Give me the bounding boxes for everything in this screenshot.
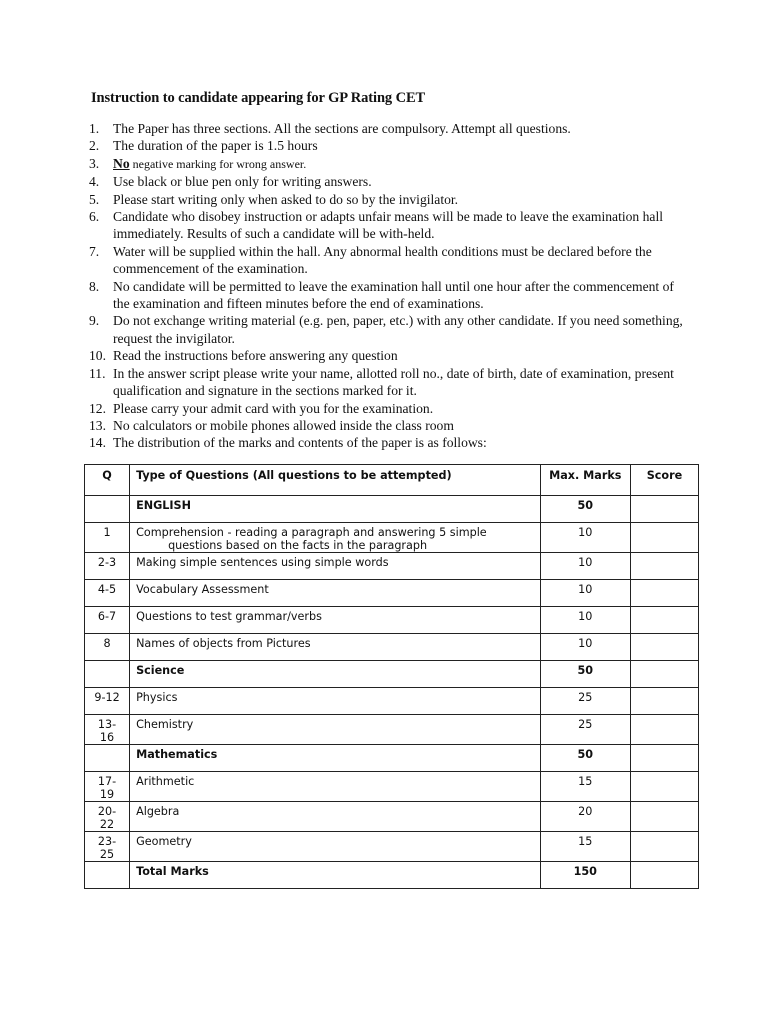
score-cell (630, 523, 698, 553)
instruction-item: 4. Use black or blue pen only for writing answers. (89, 174, 372, 190)
table-row: 13-16 Chemistry 25 (85, 715, 699, 745)
score-cell (630, 745, 698, 772)
table-row: 4-5 Vocabulary Assessment 10 (85, 580, 699, 607)
section-heading: ENGLISH (130, 496, 541, 523)
header-type: Type of Questions (All questions to be attempted) (130, 465, 541, 496)
table-row: 17-19 Arithmetic 15 (85, 772, 699, 802)
table-row: Mathematics 50 (85, 745, 699, 772)
marks-distribution-table (84, 464, 699, 889)
instruction-item: 7. Water will be supplied within the hall. Any abnormal health conditions must be declared before the commencement of the examination. (89, 243, 652, 277)
instruction-item: 14. The distribution of the marks and contents of the paper is as follows: (89, 435, 487, 451)
total-value: 150 (540, 862, 630, 889)
score-cell (630, 862, 698, 889)
table-row: 6-7 Questions to test grammar/verbs 10 (85, 607, 699, 634)
score-cell (630, 715, 698, 745)
instruction-item: 10. Read the instructions before answering any question (89, 348, 398, 364)
instruction-item: 8. No candidate will be permitted to leave the examination hall until one hour after the commencement of the examination and fifteen minutes before the end of examinations. (89, 278, 674, 312)
instruction-item: 5. Please start writing only when asked to do so by the invigilator. (89, 191, 459, 207)
instruction-item: 3. No negative marking for wrong answer. (89, 155, 307, 171)
table-row: 2-3 Making simple sentences using simple words 10 (85, 553, 699, 580)
score-cell (630, 607, 698, 634)
header-max-marks: Max. Marks (540, 465, 630, 496)
header-score: Score (630, 465, 698, 496)
section-heading: Science (130, 661, 541, 688)
total-label: Total Marks (130, 862, 541, 889)
table-row: Science 50 (85, 661, 699, 688)
instruction-item: 6. Candidate who disobey instruction or adapts unfair means will be made to leave the examination hall immediately. Results of such a candidate will be with-held. (89, 209, 664, 242)
instruction-item: 2. The duration of the paper is 1.5 hours (89, 138, 318, 154)
table-row: 1 Comprehension - reading a paragraph and answering 5 simple questions based on the facts in the paragraph 10 (85, 523, 699, 553)
score-cell (630, 634, 698, 661)
instruction-item: 12. Please carry your admit card with you for the examination. (89, 400, 434, 416)
score-cell (630, 661, 698, 688)
instructions-list (0, 120, 690, 452)
score-cell (630, 832, 698, 862)
instruction-item: 9. Do not exchange writing material (e.g. pen, paper, etc.) with any other candidate. If you need something, request the invigilator. (89, 313, 683, 346)
section-heading: Mathematics (130, 745, 541, 772)
score-cell (630, 496, 698, 523)
table-header-row (85, 465, 699, 496)
table-row: 9-12 Physics 25 (85, 688, 699, 715)
total-row (85, 862, 699, 889)
table-row: 23-25 Geometry 15 (85, 832, 699, 862)
score-cell (630, 580, 698, 607)
score-cell (630, 688, 698, 715)
table-row: 8 Names of objects from Pictures 10 (85, 634, 699, 661)
instruction-item: 11. In the answer script please write your name, allotted roll no., date of birth, date of examination, present qualification and signature in the sections marked for it. (89, 365, 674, 399)
header-q: Q (85, 465, 130, 496)
score-cell (630, 772, 698, 802)
instruction-item: 1. The Paper has three sections. All the sections are compulsory. Attempt all questions. (89, 121, 571, 136)
no-emphasis: No (113, 155, 130, 171)
score-cell (630, 553, 698, 580)
instruction-item: 13. No calculators or mobile phones allowed inside the class room (89, 417, 454, 433)
score-cell (630, 802, 698, 832)
table-row: ENGLISH 50 (85, 496, 699, 523)
document-title: Instruction to candidate appearing for GP Rating CET (91, 90, 426, 106)
table-row: 20-22 Algebra 20 (85, 802, 699, 832)
